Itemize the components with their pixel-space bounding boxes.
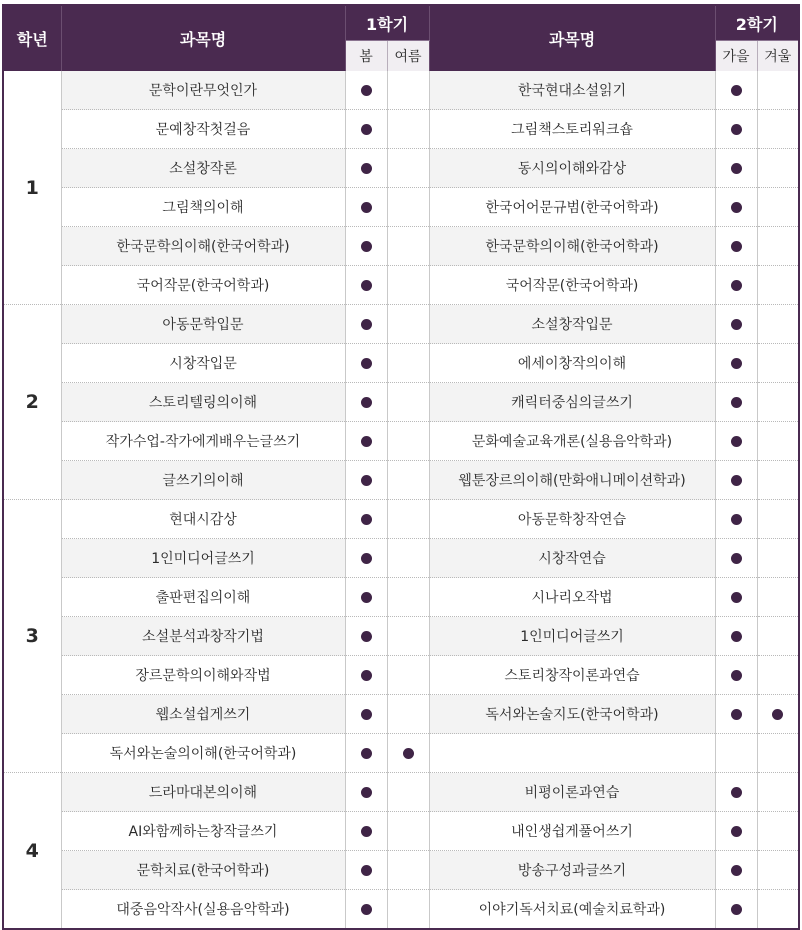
offered-dot-icon: [361, 709, 372, 720]
course-name-sem2: 동시의이해와감상: [429, 149, 715, 188]
summer-cell: [387, 734, 429, 773]
fall-cell: [715, 110, 757, 149]
summer-cell: [387, 500, 429, 539]
course-name-sem1: 스토리텔링의이해: [61, 383, 345, 422]
offered-dot-icon: [731, 280, 742, 291]
spring-cell: [345, 266, 387, 305]
fall-cell: [715, 344, 757, 383]
offered-dot-icon: [731, 631, 742, 642]
offered-dot-icon: [361, 787, 372, 798]
fall-cell: [715, 773, 757, 812]
offered-dot-icon: [361, 865, 372, 876]
summer-cell: [387, 266, 429, 305]
course-header-1: 과목명: [61, 5, 345, 71]
year-cell: 1: [3, 71, 61, 305]
table-row: [3, 500, 799, 539]
table-row: [3, 188, 799, 227]
course-name-sem2: 1인미디어글쓰기: [429, 617, 715, 656]
semester-1-header: 1학기: [345, 5, 429, 41]
offered-dot-icon: [361, 475, 372, 486]
fall-cell: [715, 539, 757, 578]
offered-dot-icon: [731, 670, 742, 681]
spring-cell: [345, 617, 387, 656]
course-name-sem1: 대중음악작사(실용음악학과): [61, 890, 345, 930]
winter-cell: [757, 305, 799, 344]
spring-cell: [345, 539, 387, 578]
semester-2-header: 2학기: [715, 5, 799, 41]
winter-cell: [757, 539, 799, 578]
course-name-sem1: 소설창작론: [61, 149, 345, 188]
winter-cell: [757, 578, 799, 617]
spring-cell: [345, 656, 387, 695]
spring-cell: [345, 149, 387, 188]
offered-dot-icon: [361, 748, 372, 759]
table-row: [3, 656, 799, 695]
spring-cell: [345, 851, 387, 890]
spring-cell: [345, 695, 387, 734]
course-name-sem2: 방송구성과글쓰기: [429, 851, 715, 890]
course-name-sem1: 소설분석과창작기법: [61, 617, 345, 656]
year-cell: 2: [3, 305, 61, 500]
offered-dot-icon: [731, 592, 742, 603]
offered-dot-icon: [361, 397, 372, 408]
course-name-sem1: 글쓰기의이해: [61, 461, 345, 500]
table-row: [3, 851, 799, 890]
winter-cell: [757, 851, 799, 890]
spring-cell: [345, 500, 387, 539]
fall-cell: [715, 890, 757, 930]
summer-cell: [387, 461, 429, 500]
table-row: [3, 617, 799, 656]
summer-cell: [387, 695, 429, 734]
offered-dot-icon: [731, 85, 742, 96]
table-row: [3, 227, 799, 266]
offered-dot-icon: [361, 358, 372, 369]
spring-cell: [345, 110, 387, 149]
course-name-sem2: 내인생쉽게풀어쓰기: [429, 812, 715, 851]
fall-cell: [715, 578, 757, 617]
offered-dot-icon: [731, 436, 742, 447]
table-row: [3, 734, 799, 773]
fall-cell: [715, 656, 757, 695]
summer-cell: [387, 539, 429, 578]
course-name-sem2: 아동문학창작연습: [429, 500, 715, 539]
offered-dot-icon: [361, 904, 372, 915]
table-row: [3, 305, 799, 344]
course-name-sem2: [429, 734, 715, 773]
offered-dot-icon: [361, 163, 372, 174]
table-row: [3, 344, 799, 383]
table-body: [3, 71, 799, 929]
offered-dot-icon: [361, 436, 372, 447]
course-name-sem1: 현대시감상: [61, 500, 345, 539]
offered-dot-icon: [731, 397, 742, 408]
spring-cell: [345, 344, 387, 383]
course-name-sem1: 문예창작첫걸음: [61, 110, 345, 149]
offered-dot-icon: [731, 787, 742, 798]
summer-cell: [387, 188, 429, 227]
offered-dot-icon: [361, 85, 372, 96]
winter-cell: [757, 500, 799, 539]
offered-dot-icon: [361, 631, 372, 642]
offered-dot-icon: [361, 202, 372, 213]
table-row: [3, 812, 799, 851]
summer-cell: [387, 773, 429, 812]
summer-header: 여름: [387, 41, 429, 72]
winter-cell: [757, 188, 799, 227]
fall-cell: [715, 188, 757, 227]
offered-dot-icon: [361, 553, 372, 564]
year-cell: 4: [3, 773, 61, 930]
offered-dot-icon: [731, 709, 742, 720]
fall-cell: [715, 500, 757, 539]
winter-cell: [757, 461, 799, 500]
fall-cell: [715, 851, 757, 890]
spring-cell: [345, 890, 387, 930]
course-name-sem2: 한국문학의이해(한국어학과): [429, 227, 715, 266]
offered-dot-icon: [731, 241, 742, 252]
spring-cell: [345, 422, 387, 461]
spring-cell: [345, 812, 387, 851]
course-name-sem2: 독서와논술지도(한국어학과): [429, 695, 715, 734]
course-name-sem2: 한국현대소설읽기: [429, 71, 715, 110]
winter-cell: [757, 617, 799, 656]
spring-cell: [345, 734, 387, 773]
summer-cell: [387, 383, 429, 422]
spring-cell: [345, 71, 387, 110]
course-name-sem1: 출판편집의이해: [61, 578, 345, 617]
summer-cell: [387, 71, 429, 110]
table-header: [3, 5, 799, 71]
offered-dot-icon: [361, 280, 372, 291]
fall-cell: [715, 461, 757, 500]
summer-cell: [387, 578, 429, 617]
course-name-sem1: 웹소설쉽게쓰기: [61, 695, 345, 734]
course-name-sem2: 이야기독서치료(예술치료학과): [429, 890, 715, 930]
table-row: [3, 110, 799, 149]
course-name-sem1: 시창작입문: [61, 344, 345, 383]
spring-header: 봄: [345, 41, 387, 72]
course-name-sem1: 아동문학입문: [61, 305, 345, 344]
course-name-sem2: 캐릭터중심의글쓰기: [429, 383, 715, 422]
fall-cell: [715, 227, 757, 266]
table-row: [3, 539, 799, 578]
table-row: [3, 578, 799, 617]
winter-cell: [757, 344, 799, 383]
course-name-sem1: 문학이란무엇인가: [61, 71, 345, 110]
course-name-sem2: 그림책스토리워크숍: [429, 110, 715, 149]
table-row: [3, 71, 799, 110]
offered-dot-icon: [361, 241, 372, 252]
year-cell: 3: [3, 500, 61, 773]
summer-cell: [387, 344, 429, 383]
fall-cell: [715, 149, 757, 188]
fall-cell: [715, 266, 757, 305]
table-row: [3, 266, 799, 305]
table-row: [3, 695, 799, 734]
spring-cell: [345, 305, 387, 344]
summer-cell: [387, 422, 429, 461]
course-name-sem1: AI와함께하는창작글쓰기: [61, 812, 345, 851]
offered-dot-icon: [772, 709, 783, 720]
winter-header: 겨울: [757, 41, 799, 72]
spring-cell: [345, 188, 387, 227]
summer-cell: [387, 227, 429, 266]
course-name-sem1: 드라마대본의이해: [61, 773, 345, 812]
offered-dot-icon: [403, 748, 414, 759]
course-name-sem1: 한국문학의이해(한국어학과): [61, 227, 345, 266]
course-name-sem2: 문화예술교육개론(실용음악학과): [429, 422, 715, 461]
course-header-2: 과목명: [429, 5, 715, 71]
winter-cell: [757, 266, 799, 305]
course-name-sem2: 시나리오작법: [429, 578, 715, 617]
winter-cell: [757, 149, 799, 188]
spring-cell: [345, 578, 387, 617]
fall-cell: [715, 617, 757, 656]
offered-dot-icon: [731, 358, 742, 369]
course-name-sem1: 문학치료(한국어학과): [61, 851, 345, 890]
summer-cell: [387, 890, 429, 930]
offered-dot-icon: [731, 865, 742, 876]
year-header: 학년: [3, 5, 61, 71]
offered-dot-icon: [731, 124, 742, 135]
offered-dot-icon: [731, 826, 742, 837]
summer-cell: [387, 656, 429, 695]
offered-dot-icon: [731, 202, 742, 213]
curriculum-table: [2, 4, 800, 930]
summer-cell: [387, 851, 429, 890]
spring-cell: [345, 227, 387, 266]
course-name-sem2: 한국어어문규범(한국어학과): [429, 188, 715, 227]
fall-cell: [715, 305, 757, 344]
winter-cell: [757, 773, 799, 812]
offered-dot-icon: [361, 670, 372, 681]
fall-cell: [715, 734, 757, 773]
winter-cell: [757, 422, 799, 461]
course-name-sem2: 국어작문(한국어학과): [429, 266, 715, 305]
course-name-sem2: 스토리창작이론과연습: [429, 656, 715, 695]
course-name-sem1: 국어작문(한국어학과): [61, 266, 345, 305]
summer-cell: [387, 149, 429, 188]
offered-dot-icon: [731, 904, 742, 915]
winter-cell: [757, 227, 799, 266]
offered-dot-icon: [361, 592, 372, 603]
fall-header: 가을: [715, 41, 757, 72]
table-row: [3, 773, 799, 812]
course-name-sem2: 웹툰장르의이해(만화애니메이션학과): [429, 461, 715, 500]
course-name-sem1: 장르문학의이해와작법: [61, 656, 345, 695]
fall-cell: [715, 383, 757, 422]
course-name-sem2: 시창작연습: [429, 539, 715, 578]
summer-cell: [387, 110, 429, 149]
summer-cell: [387, 812, 429, 851]
spring-cell: [345, 773, 387, 812]
offered-dot-icon: [731, 319, 742, 330]
table-row: [3, 461, 799, 500]
offered-dot-icon: [361, 514, 372, 525]
winter-cell: [757, 890, 799, 930]
winter-cell: [757, 812, 799, 851]
course-name-sem2: 소설창작입문: [429, 305, 715, 344]
fall-cell: [715, 812, 757, 851]
fall-cell: [715, 695, 757, 734]
spring-cell: [345, 383, 387, 422]
spring-cell: [345, 461, 387, 500]
offered-dot-icon: [731, 475, 742, 486]
offered-dot-icon: [361, 826, 372, 837]
offered-dot-icon: [731, 553, 742, 564]
offered-dot-icon: [361, 124, 372, 135]
offered-dot-icon: [361, 319, 372, 330]
offered-dot-icon: [731, 514, 742, 525]
winter-cell: [757, 71, 799, 110]
winter-cell: [757, 110, 799, 149]
fall-cell: [715, 71, 757, 110]
winter-cell: [757, 695, 799, 734]
course-name-sem1: 그림책의이해: [61, 188, 345, 227]
course-name-sem1: 1인미디어글쓰기: [61, 539, 345, 578]
winter-cell: [757, 656, 799, 695]
course-name-sem2: 에세이창작의이해: [429, 344, 715, 383]
course-name-sem1: 작가수업-작가에게배우는글쓰기: [61, 422, 345, 461]
course-name-sem2: 비평이론과연습: [429, 773, 715, 812]
winter-cell: [757, 734, 799, 773]
table-row: [3, 149, 799, 188]
summer-cell: [387, 617, 429, 656]
course-name-sem1: 독서와논술의이해(한국어학과): [61, 734, 345, 773]
offered-dot-icon: [731, 163, 742, 174]
table-row: [3, 422, 799, 461]
fall-cell: [715, 422, 757, 461]
winter-cell: [757, 383, 799, 422]
table-row: [3, 890, 799, 930]
table-row: [3, 383, 799, 422]
summer-cell: [387, 305, 429, 344]
